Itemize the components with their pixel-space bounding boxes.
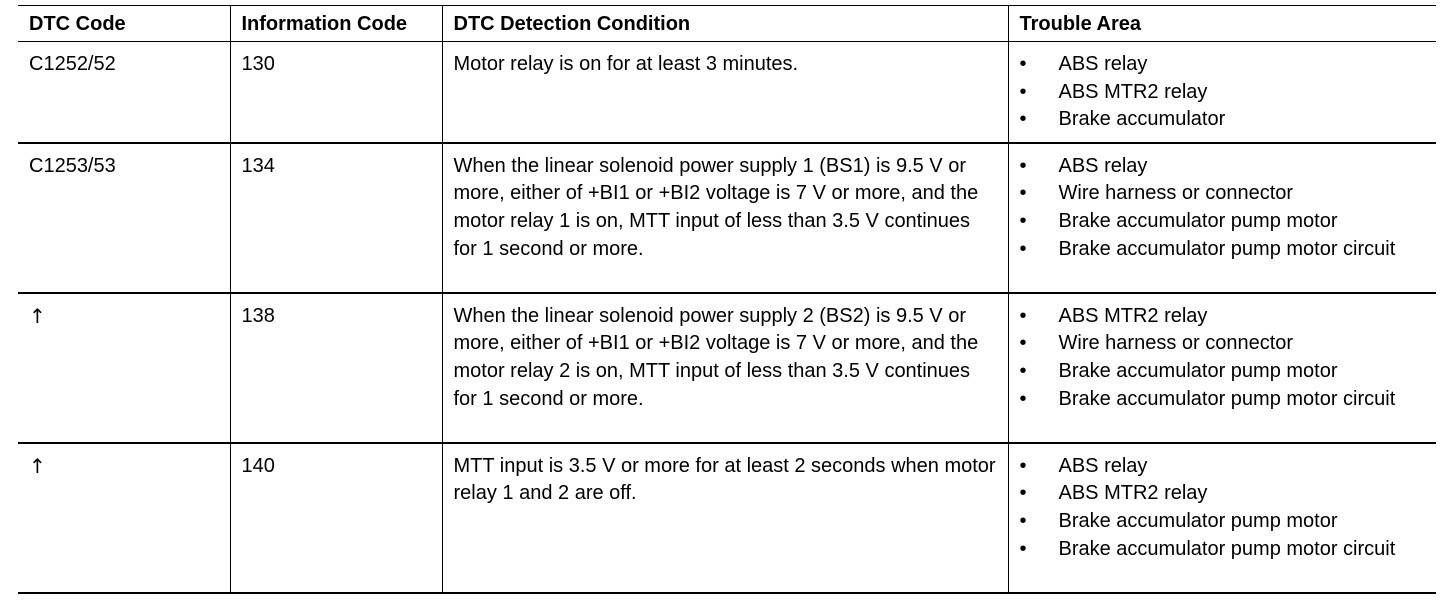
- cell-information-code: 130: [230, 42, 442, 143]
- bullet-icon: •: [1019, 80, 1027, 103]
- table-body: [18, 42, 1436, 593]
- list-item: [1020, 480, 1427, 508]
- header-trouble-area: Trouble Area: [1008, 6, 1436, 42]
- cell-dtc-code: C1252/52: [18, 42, 230, 143]
- cell-information-code: 140: [230, 443, 442, 593]
- table-row: [18, 143, 1436, 293]
- header-row: [18, 6, 1436, 42]
- list-item: [1020, 79, 1427, 107]
- up-arrow-icon: ↑: [29, 303, 46, 328]
- list-item-text: ABS MTR2 relay: [1058, 80, 1208, 103]
- list-item-text: Wire harness or connector: [1058, 182, 1294, 205]
- list-item: [1020, 208, 1427, 236]
- list-item-text: ABS MTR2 relay: [1058, 482, 1208, 505]
- dtc-table: [18, 5, 1436, 594]
- list-item-text: Brake accumulator pump motor: [1058, 209, 1338, 232]
- list-item: [1020, 453, 1427, 481]
- bullet-icon: •: [1019, 359, 1027, 382]
- bullet-icon: •: [1019, 332, 1027, 355]
- list-item: [1020, 51, 1427, 79]
- list-item-text: Brake accumulator: [1058, 108, 1226, 131]
- up-arrow-icon: ↑: [29, 453, 46, 478]
- bullet-icon: •: [1019, 154, 1027, 177]
- header-dtc-code: DTC Code: [18, 6, 230, 42]
- cell-trouble-area: [1008, 293, 1436, 443]
- list-item: [1020, 303, 1427, 331]
- list-item-text: Brake accumulator pump motor: [1058, 509, 1338, 532]
- bullet-icon: •: [1019, 53, 1027, 75]
- cell-dtc-code: [18, 443, 230, 593]
- list-item-text: Brake accumulator pump motor circuit: [1058, 537, 1396, 560]
- header-detection-condition: DTC Detection Condition: [442, 6, 1008, 42]
- list-item: [1020, 358, 1427, 386]
- cell-detection-condition: Motor relay is on for at least 3 minutes.: [442, 42, 1008, 143]
- bullet-icon: •: [1019, 237, 1027, 260]
- cell-information-code: 134: [230, 143, 442, 293]
- table-header: [18, 6, 1436, 42]
- bullet-icon: •: [1019, 482, 1027, 505]
- cell-dtc-code: C1253/53: [18, 143, 230, 293]
- table-row: [18, 293, 1436, 443]
- cell-dtc-code: [18, 293, 230, 443]
- cell-trouble-area: [1008, 443, 1436, 593]
- bullet-icon: •: [1019, 454, 1027, 477]
- list-item-text: Brake accumulator pump motor circuit: [1058, 387, 1396, 410]
- trouble-area-list: [1020, 51, 1427, 134]
- list-item-text: Brake accumulator pump motor circuit: [1058, 237, 1396, 260]
- list-item: [1020, 236, 1427, 264]
- list-item-text: Brake accumulator pump motor: [1058, 359, 1338, 382]
- bullet-icon: •: [1019, 108, 1027, 131]
- list-item-text: Wire harness or connector: [1058, 332, 1294, 355]
- list-item: [1020, 536, 1427, 564]
- cell-information-code: 138: [230, 293, 442, 443]
- table-row: [18, 443, 1436, 593]
- header-information-code: Information Code: [230, 6, 442, 42]
- list-item: [1020, 330, 1427, 358]
- list-item: [1020, 386, 1427, 414]
- list-item: [1020, 180, 1427, 208]
- bullet-icon: •: [1019, 304, 1027, 327]
- trouble-area-list: [1020, 453, 1427, 563]
- list-item-text: ABS relay: [1058, 53, 1148, 75]
- trouble-area-list: [1020, 303, 1427, 413]
- list-item: [1020, 106, 1427, 134]
- table-row: [18, 42, 1436, 143]
- list-item-text: ABS relay: [1058, 454, 1148, 477]
- cell-detection-condition: MTT input is 3.5 V or more for at least 2 seconds when motor relay 1 and 2 are off.: [442, 443, 1008, 593]
- bullet-icon: •: [1019, 509, 1027, 532]
- cell-trouble-area: [1008, 143, 1436, 293]
- cell-trouble-area: [1008, 42, 1436, 143]
- bullet-icon: •: [1019, 209, 1027, 232]
- cell-detection-condition: When the linear solenoid power supply 1 (BS1) is 9.5 V or more, either of +BI1 or +BI2 voltage is 7 V or more, and the motor relay 1 is on, MTT input of less than 3.5 V continues for 1 second or more.: [442, 143, 1008, 293]
- list-item-text: ABS MTR2 relay: [1058, 304, 1208, 327]
- list-item-text: ABS relay: [1058, 154, 1148, 177]
- trouble-area-list: [1020, 153, 1427, 263]
- bullet-icon: •: [1019, 537, 1027, 560]
- list-item: [1020, 508, 1427, 536]
- list-item: [1020, 153, 1427, 181]
- cell-detection-condition: When the linear solenoid power supply 2 (BS2) is 9.5 V or more, either of +BI1 or +BI2 voltage is 7 V or more, and the motor relay 2 is on, MTT input of less than 3.5 V continues for 1 second or more.: [442, 293, 1008, 443]
- bullet-icon: •: [1019, 387, 1027, 410]
- bullet-icon: •: [1019, 182, 1027, 205]
